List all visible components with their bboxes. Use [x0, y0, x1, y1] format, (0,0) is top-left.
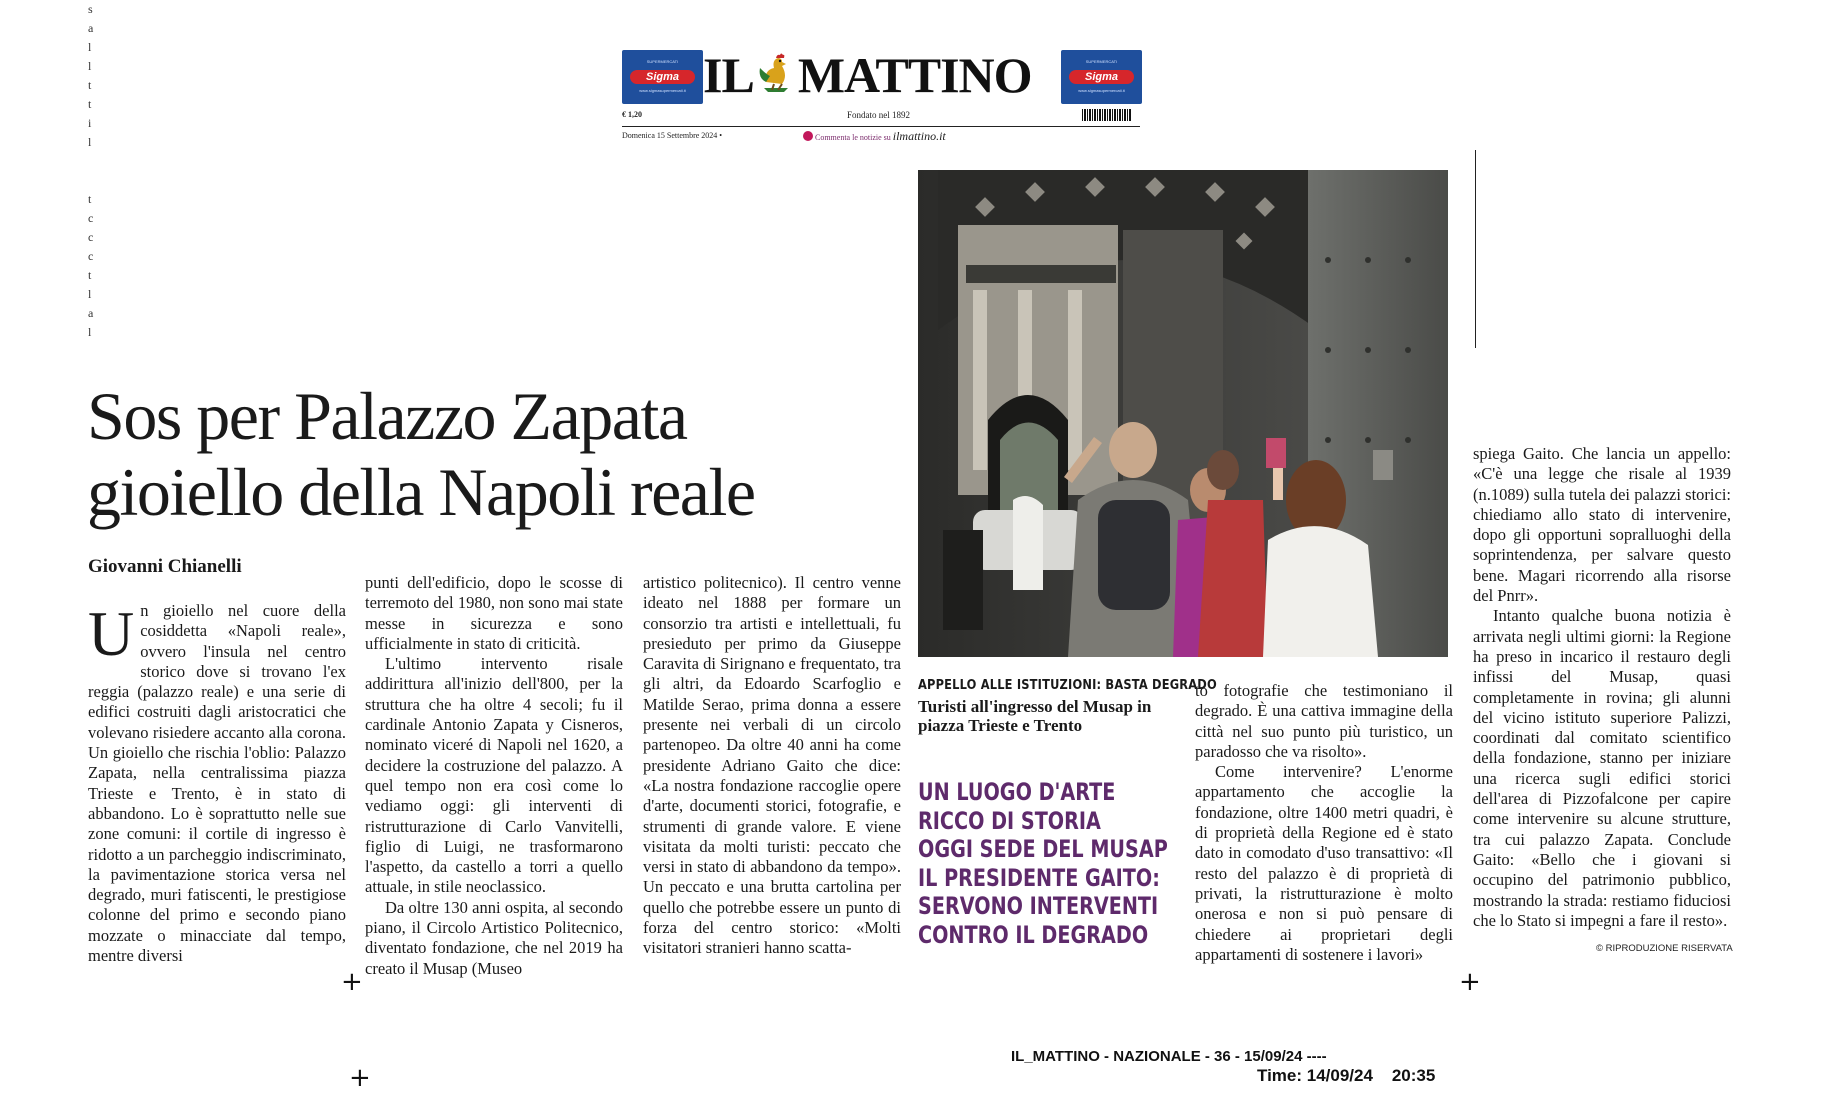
- price: € 1,20: [622, 110, 642, 119]
- paragraph: Come intervenire? L'enorme appartamento che accoglie la fondazione, oltre 1400 metri quadri, è di proprietà della Regione ed è stato dato in comodato d'uso transattivo: «Il resto del palazzo è di proprietà di privati, la ristrutturazione è molto onerosa e non si può pensare di chiedere ai proprietari degli appartamenti di sostenere i lavori»: [1195, 762, 1453, 964]
- crop-mark-icon: +: [349, 1063, 371, 1093]
- logo-text-il: IL: [703, 47, 754, 103]
- article-column-4: [1195, 681, 1453, 965]
- barcode-icon: [1082, 109, 1132, 121]
- founded-line: Fondato nel 1892: [847, 110, 910, 120]
- article-column-1: [88, 598, 346, 966]
- print-time: Time: 14/09/24 20:35: [1257, 1066, 1436, 1085]
- paragraph: Da oltre 130 anni ospita, al secondo piano, il Circolo Artistico Politecnico, diventato fondazione, che nel 2019 ha creato il Musap (Museo: [365, 897, 623, 978]
- ad-top-text: SUPERMERCATI: [646, 59, 679, 64]
- sigma-ad-right: [1061, 50, 1142, 104]
- headline-line-2: gioiello della Napoli reale: [87, 454, 755, 530]
- paragraph: L'ultimo intervento risale addirittura all'inizio dell'800, per la struttura che ha oltre 4 secoli; fu il cardinale Antonio Zapata y Cisneros, nominato viceré di Napoli nel 1620, a decidere la costruzione del palazzo. A quel tempo non era così come lo vediamo oggi: gli interventi di ristrutturazione di Carlo Vanvitelli, figlio di Luigi, ne trasformarono l'aspetto, da castello a torri a quello attuale, in stile neoclassico.: [365, 654, 623, 897]
- sigma-ad-left: [622, 50, 703, 104]
- comment-icon: [803, 131, 813, 141]
- sigma-ad-logo: Sigma: [1069, 70, 1134, 84]
- issue-date: Domenica 15 Settembre 2024 •: [622, 131, 723, 140]
- sigma-ad-logo: Sigma: [630, 70, 695, 84]
- logo-text-mattino: MATTINO: [797, 47, 1032, 103]
- crop-mark-icon: +: [1459, 967, 1481, 997]
- copyright-notice: © RIPRODUZIONE RISERVATA: [1596, 943, 1733, 954]
- article-photo: [918, 170, 1448, 657]
- pull-quote-line: CONTRO IL DEGRADO: [918, 920, 1149, 949]
- headline: [87, 378, 907, 530]
- print-slug: IL_MATTINO - NAZIONALE - 36 - 15/09/24 ----: [1011, 1048, 1327, 1065]
- ad-bottom-text: www.sigmasupermercati.it: [639, 88, 686, 93]
- dropcap: U: [88, 598, 135, 669]
- pull-quote-line: IL PRESIDENTE GAITO:: [918, 863, 1160, 892]
- article-column-2: [365, 573, 623, 979]
- article-column-3: [643, 573, 901, 959]
- comment-prefix: Commenta le notizie su: [815, 133, 891, 142]
- masthead-logo: [703, 48, 1053, 102]
- photo-caption: Turisti all'ingresso del Musap in piazza Trieste e Trento: [918, 697, 1152, 735]
- paragraph: n gioiello nel cuore della cosiddetta «Napoli reale», ovvero l'insula nel centro storico dove si trovano l'ex reggia (palazzo reale) e una serie di edifici costruiti dagli aristocratici che volevano risiedere accanto alla corona. Un gioiello che rischia l'oblio: Palazzo Zapata, nella centralissima piazza Trieste e Trento, è in stato di abbandono. Lo è soprattutto nelle sue zone comuni: il cortile di ingresso è ridotto a un parcheggio indiscriminato, la pavimentazione storica versa nel degrado, muri fatiscenti, le prestigiose colonne del primo e secondo piano mozzate o minacciate dal tempo, mentre diversi: [88, 601, 346, 966]
- photo-illustration: [918, 170, 1448, 657]
- crop-mark-icon: +: [341, 967, 363, 997]
- paragraph: to fotografie che testimoniano il degrado. È una cattiva immagine della città nel suo punto più turistico, un paradosso che va risolto».: [1195, 681, 1453, 761]
- pull-quote-line: RICCO DI STORIA: [918, 806, 1101, 835]
- paragraph: artistico politecnico). Il centro venne ideato nel 1888 per formare un consorzio tra artisti e intellettuali, fu presieduto per primo da Giuseppe Caravita di Sirignano e frequentato, tra gli altri, da Edoardo Scarfoglio e Matilde Serao, prima donna a essere presente nei verbali di un circolo partenopeo. Da oltre 40 anni ha come presidente Adriano Gaito che dice: «La nostra fondazione raccoglie opere d'arte, documenti storici, fotografie, e strumenti di grande valore. E viene visitata da molti turisti: peccato che versi in stato di abbandono da tempo». Un peccato e una brutta cartolina per quello che potrebbe essere un punto di forza del centro storico: «Molti visitatori stranieri hanno scatta-: [643, 573, 901, 958]
- pull-quote-line: UN LUOGO D'ARTE: [918, 778, 1116, 806]
- paragraph: Intanto qualche buona notizia è arrivata negli ultimi giorni: la Regione ha preso in incarico il restauro degli infissi del Musap, quasi completamente in rovina; gli alunni del vicino istituto superiore Palizzi, coordinati dal comitato scientifico della fondazione, stanno per iniziare una ricerca sugli edifici storici dell'area di Pizzofalcone per capire come intervenire su alcune strutture, tra cui palazzo Zapata. Conclude Gaito: «Bello che i giovani si occupino del patrimonio pubblico, mostrando la strada: restiamo fiduciosi che lo Stato si impegni a fare il resto».: [1473, 606, 1731, 930]
- headline-line-1: Sos per Palazzo Zapata: [87, 378, 687, 454]
- rooster-logo-icon: [754, 52, 798, 96]
- column-rule: [1475, 150, 1476, 348]
- paragraph: spiega Gaito. Che lancia un appello: «C'è una legge che risale al 1939 (n.1089) sulla tutela dei palazzi storici: chiediamo allo stato di intervenire, dopo gli opportuni sopralluoghi della soprintendenza, per salvare questo bene. Magari ricorrendo alla risorse del Pnrr».: [1473, 444, 1731, 606]
- site-link[interactable]: ilmattino.it: [892, 129, 946, 143]
- ad-bottom-text: www.sigmasupermercati.it: [1078, 88, 1125, 93]
- masthead-rule: [622, 126, 1140, 127]
- article-column-5: [1473, 444, 1731, 931]
- paragraph: punti dell'edificio, dopo le scosse di terremoto del 1980, non sono mai state messe in sicurezza e sono ufficialmente in stato di criticità.: [365, 573, 623, 653]
- photo-kicker: APPELLO ALLE ISTITUZIONI: BASTA DEGRADO: [918, 678, 1217, 693]
- pull-quote-line: SERVONO INTERVENTI: [918, 892, 1159, 920]
- pull-quote-line: OGGI SEDE DEL MUSAP: [918, 835, 1168, 863]
- pull-quote: [918, 778, 1168, 949]
- byline: Giovanni Chianelli: [88, 556, 242, 577]
- ad-top-text: SUPERMERCATI: [1085, 59, 1118, 64]
- comment-line: [803, 129, 946, 144]
- clipped-previous-column: s a l l t t i l t c c c t l a l: [88, 2, 94, 339]
